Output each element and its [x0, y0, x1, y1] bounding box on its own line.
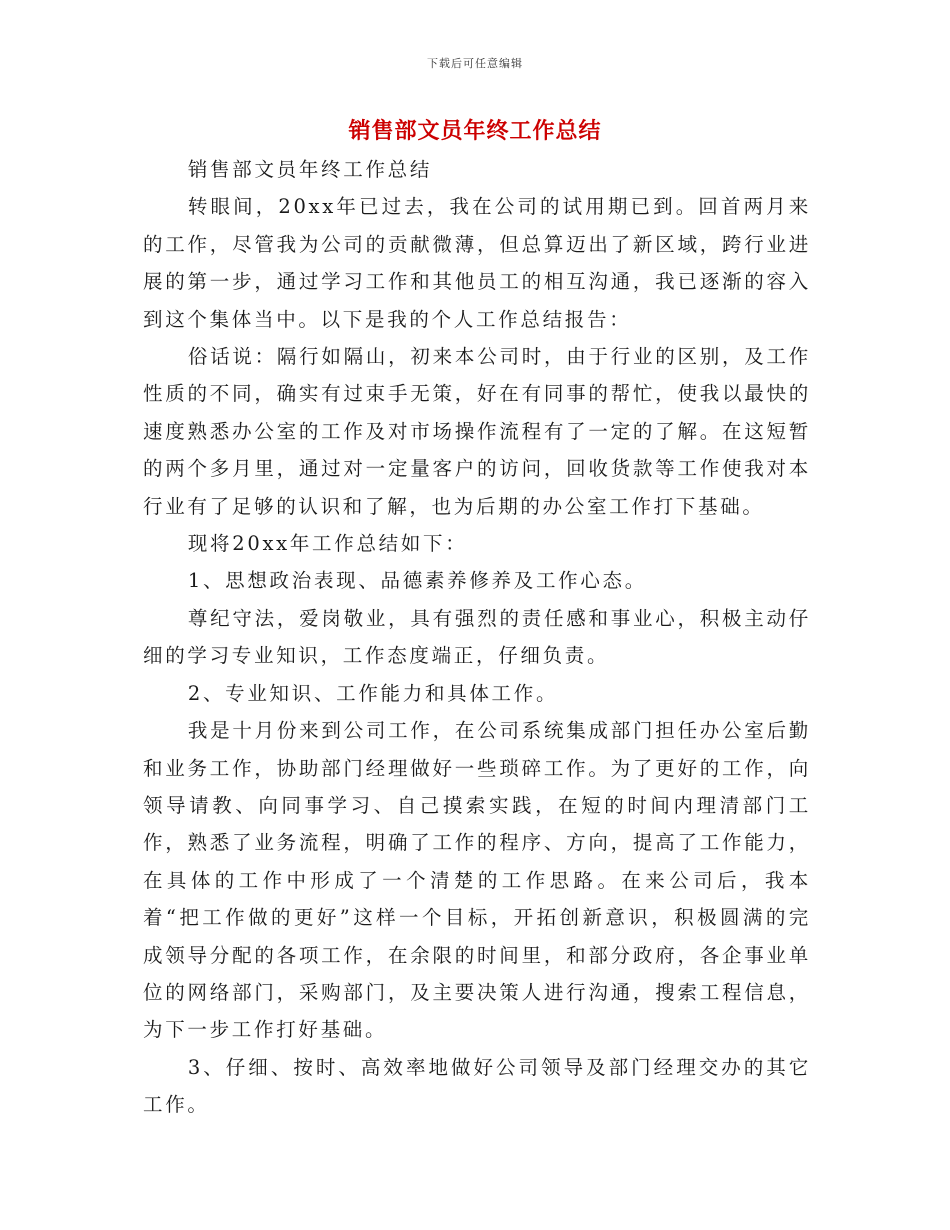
section-heading-1: 1、思想政治表现、品德素养修养及工作心态。	[187, 569, 647, 593]
paragraph-section-1: 尊纪守法，爱岗敬业，具有强烈的责任感和事业心，积极主动仔细的学习专业知识，工作态度端正，仔细负责。	[143, 606, 811, 668]
paragraph-section-2: 我是十月份来到公司工作，在公司系统集成部门担任办公室后勤和业务工作，协助部门经理做好一些琐碎工作。为了更好的工作，向领导请教、向同事学习、自己摸索实践，在短的时间内理清部门工作，熟悉了业务流程，明确了工作的程序、方向，提高了工作能力，在具体的工作中形成了一个清楚的工作思路。在来公司后，我本着“把工作做的更好”这样一个目标，开拓创新意识，积极圆满的完成领导分配的各项工作，在余限的时间里，和部分政府，各企事业单位的网络部门，采购部门，及主要决策人进行沟通，搜索工程信息，为下一步工作打好基础。	[143, 719, 811, 1042]
document-title: 销售部文员年终工作总结	[348, 118, 602, 144]
paragraph-intro: 转眼间，20xx年已过去，我在公司的试用期已到。回首两月来的工作，尽管我为公司的贡献微薄，但总算迈出了新区域，跨行业进展的第一步，通过学习工作和其他员工的相互沟通，我已逐渐的容入到这个集体当中。以下是我的个人工作总结报告：	[143, 195, 811, 331]
paragraph-summary-lead: 现将20xx年工作总结如下：	[187, 532, 468, 556]
section-heading-2: 2、专业知识、工作能力和具体工作。	[187, 681, 559, 705]
section-heading-3: 3、仔细、按时、高效率地做好公司领导及部门经理交办的其它工作。	[143, 1055, 811, 1117]
page-header-note: 下载后可任意编辑	[427, 57, 523, 70]
paragraph-proverb: 俗话说：隔行如隔山，初来本公司时，由于行业的区别，及工作性质的不同，确实有过束手无策，好在有同事的帮忙，使我以最快的速度熟悉办公室的工作及对市场操作流程有了一定的了解。在这短暂的两个多月里，通过对一定量客户的访问，回收货款等工作使我对本行业有了足够的认识和了解，也为后期的办公室工作打下基础。	[143, 345, 811, 518]
paragraph-subtitle: 销售部文员年终工作总结	[187, 158, 433, 181]
document-body	[143, 151, 811, 1124]
